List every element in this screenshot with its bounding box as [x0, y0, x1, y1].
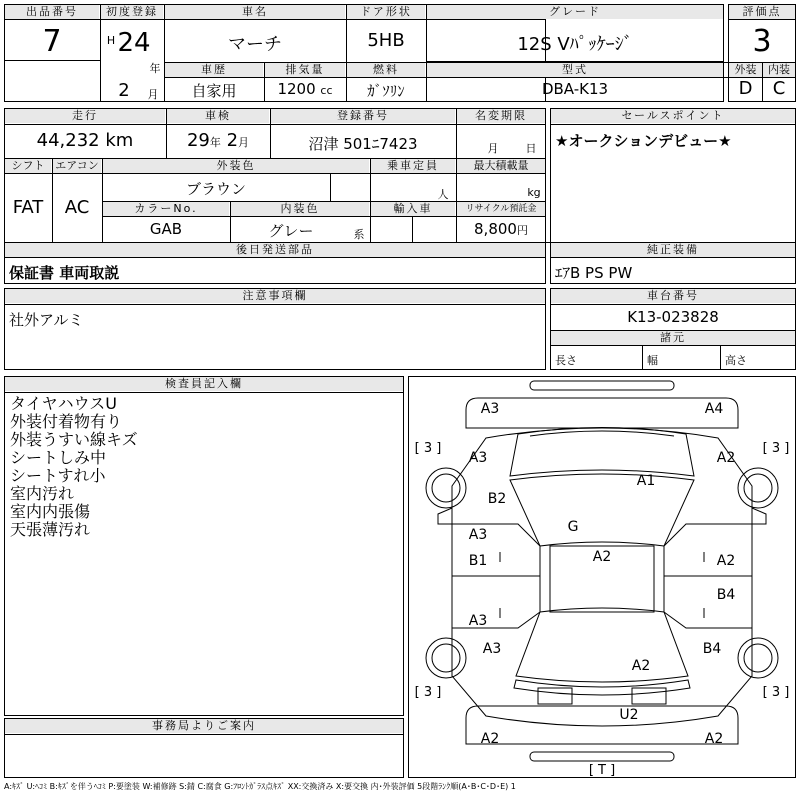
width-label: 幅: [647, 354, 658, 367]
lot-no-label: 出品番号: [5, 5, 99, 19]
model-outline: [426, 62, 724, 102]
notes: 社外アルミ: [9, 311, 84, 329]
dims-label: 諸元: [551, 331, 795, 345]
plate-label: 登録番号: [271, 109, 455, 123]
damage-mark: U2: [619, 707, 639, 723]
legend: A:ｷｽﾞ U:ﾍｺﾐ B:ｷｽﾞを伴うﾍｺﾐ P:要塗装 W:補修跡 S:錆 C:腐食 G:ﾌﾛﾝﾄｶﾞﾗｽ点ｷｽﾞ XX:交換済み X:要交換 内･外装評価 5段階ﾗﾝｸ順(A･B･C･D･E) 1: [4, 782, 516, 791]
damage-mark: B1: [468, 553, 488, 569]
tire-mark: [ T ]: [588, 763, 616, 778]
history: 自家用: [191, 82, 237, 100]
inspector-note: 室内汚れ: [10, 484, 75, 503]
first-reg-month: 2: [118, 80, 130, 101]
door-type: 5HB: [367, 30, 405, 51]
later-parts-label: 後日発送部品: [5, 243, 545, 257]
damage-mark: A2: [704, 731, 724, 747]
inspector-label: 検査員記入欄: [5, 377, 403, 391]
damage-mark: A3: [482, 641, 502, 657]
shift-label: シフト: [5, 159, 51, 173]
mileage: 44,232 km: [36, 130, 134, 151]
damage-mark: A4: [704, 401, 724, 417]
damage-mark: B2: [487, 491, 507, 507]
damage-mark: A2: [592, 549, 612, 565]
model-label: 型式: [427, 63, 723, 77]
recycle-label: リサイクル預託金: [457, 202, 545, 216]
inspector-note: シートすれ小: [10, 466, 106, 485]
tire-mark: [ 3 ]: [762, 685, 790, 700]
length-label: 長さ: [555, 354, 577, 367]
chassis-label: 車台番号: [551, 289, 795, 303]
plate: 沼津 501ﾆ7423: [308, 135, 418, 153]
car-name-label: 車名: [165, 5, 345, 19]
damage-mark: A2: [631, 658, 651, 674]
chassis-number: K13-023828: [627, 308, 719, 326]
exterior-grade-label: 外装: [729, 63, 762, 77]
grade: 12S Vﾊﾟｯｹｰｼﾞ: [517, 34, 633, 55]
first-reg-label: 初度登録: [101, 5, 163, 19]
ext-color-label: 外装色: [103, 159, 369, 173]
interior-grade-label: 内装: [763, 63, 795, 77]
office-label: 事務局よりご案内: [5, 719, 403, 733]
tire-mark: [ 3 ]: [414, 441, 442, 456]
inspection-label: 車検: [167, 109, 269, 123]
inspector-note: タイヤハウスU: [10, 394, 117, 413]
first-reg-year-unit: 年: [149, 62, 161, 75]
tire-mark: [ 3 ]: [762, 441, 790, 456]
history-label: 車歴: [165, 63, 263, 77]
exterior-grade: D: [738, 78, 753, 99]
ext-color: ブラウン: [185, 180, 246, 198]
int-color-label: 内装色: [231, 202, 369, 216]
damage-mark: B4: [702, 641, 722, 657]
tire-mark: [ 3 ]: [414, 685, 442, 700]
int-color-unit: 系: [353, 228, 365, 241]
grade-outline: [426, 4, 724, 62]
grade-label: グレード: [427, 5, 723, 19]
fuel: ｶﾞｿﾘﾝ: [367, 82, 405, 100]
inspector-note: 天張薄汚れ: [10, 520, 91, 539]
damage-mark: A3: [468, 450, 488, 466]
inspector-note: 外装うすい線キズ: [10, 430, 138, 449]
notes-label: 注意事項欄: [5, 289, 545, 303]
inspector-note: 室内内張傷: [10, 502, 91, 521]
car-damage-diagram: [408, 376, 796, 778]
name-change-day-unit: 日: [525, 142, 537, 155]
damage-mark: A2: [480, 731, 500, 747]
damage-mark: G: [567, 519, 579, 535]
damage-mark: A3: [468, 527, 488, 543]
ac-label: エアコン: [53, 159, 101, 173]
door-label: ドア形状: [347, 5, 425, 19]
lot-no: 7: [42, 24, 62, 59]
first-reg-era: H: [106, 34, 116, 47]
damage-mark: A3: [468, 613, 488, 629]
max-load-label: 最大積載量: [457, 159, 545, 173]
inspector-note: 外装付着物有り: [10, 412, 123, 431]
damage-mark: A3: [480, 401, 500, 417]
damage-mark: A1: [636, 473, 656, 489]
capacity-label: 乗車定員: [371, 159, 455, 173]
import-label: 輸入車: [371, 202, 455, 216]
ac: AC: [64, 197, 90, 218]
sales-point: ★オークションデビュー★: [555, 132, 732, 150]
damage-mark: A2: [716, 450, 736, 466]
recycle-fee: 8,800円: [474, 220, 528, 238]
model: DBA-K13: [541, 80, 609, 98]
first-reg-month-unit: 月: [147, 88, 159, 101]
color-no: GAB: [149, 220, 183, 238]
inspection-date: 29年 2月: [186, 130, 250, 151]
color-no-label: カラーNo.: [103, 202, 229, 216]
max-load-unit: kg: [527, 186, 541, 199]
displacement-label: 排気量: [265, 63, 345, 77]
damage-mark: B4: [716, 587, 736, 603]
height-label: 高さ: [725, 354, 747, 367]
genuine-equipment: ｴｱB PS PW: [555, 264, 633, 282]
displacement: 1200 cc: [277, 80, 333, 98]
score-label: 評価点: [729, 5, 795, 19]
later-parts: 保証書 車両取説: [9, 264, 120, 282]
capacity-unit: 人: [437, 188, 449, 201]
sales-point-label: セールスポイント: [551, 109, 795, 123]
inspector-notes: [10, 395, 400, 539]
int-color: グレー: [268, 222, 314, 240]
name-change-month-unit: 月: [487, 142, 499, 155]
mileage-label: 走行: [5, 109, 165, 123]
first-reg-year: 24: [117, 28, 151, 58]
fuel-label: 燃料: [347, 63, 425, 77]
score: 3: [752, 24, 772, 59]
interior-grade: C: [772, 78, 786, 99]
name-change-label: 名変期限: [457, 109, 545, 123]
damage-mark: A2: [716, 553, 736, 569]
shift: FAT: [12, 197, 44, 218]
inspector-note: シートしみ中: [10, 448, 107, 467]
genuine-label: 純正装備: [551, 243, 795, 257]
car-name: マーチ: [228, 34, 282, 55]
